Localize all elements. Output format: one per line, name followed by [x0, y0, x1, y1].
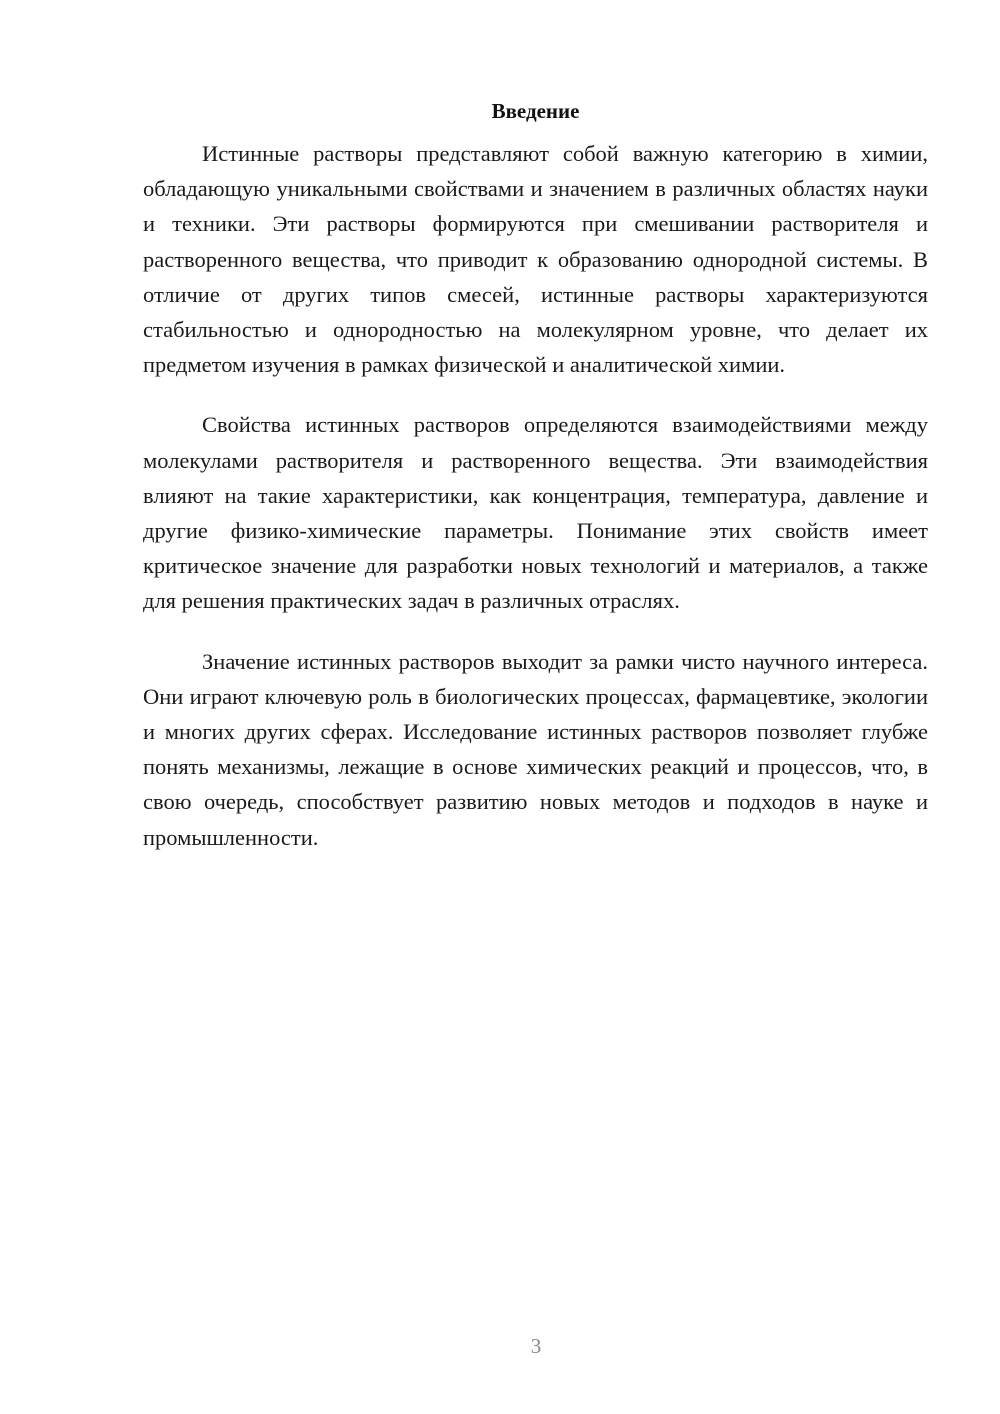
paragraph-1: Истинные растворы представляют собой важную категорию в химии, обладающую уникальными свойствами и значением в различных областях науки и техники. Эти растворы формируются при смешивании растворителя и растворенного вещества, что приводит к образованию однородной системы. В отличие от других типов смесей, истинные растворы характеризуются стабильностью и однородностью на молекулярном уровне, что делает их предметом изучения в рамках физической и аналитической химии.	[143, 141, 928, 378]
page-number: 3	[530, 1334, 542, 1358]
page-content	[143, 96, 928, 880]
section-title: Введение	[491, 99, 580, 123]
paragraph-2: Свойства истинных растворов определяются взаимодействиями между молекулами растворителя и растворенного вещества. Эти взаимодействия влияют на такие характеристики, как концентрация, температура, давление и другие физико-химические параметры. Понимание этих свойств имеет критическое значение для разработки новых технологий и материалов, а также для решения практических задач в различных отраслях.	[143, 412, 928, 614]
paragraph-3: Значение истинных растворов выходит за рамки чисто научного интереса. Они играют ключевую роль в биологических процессах, фармацевтике, экологии и многих других сферах. Исследование истинных растворов позволяет глубже понять механизмы, лежащие в основе химических реакций и процессов, что, в свою очередь, способствует развитию новых методов и подходов в науке и промышленности.	[143, 648, 928, 850]
